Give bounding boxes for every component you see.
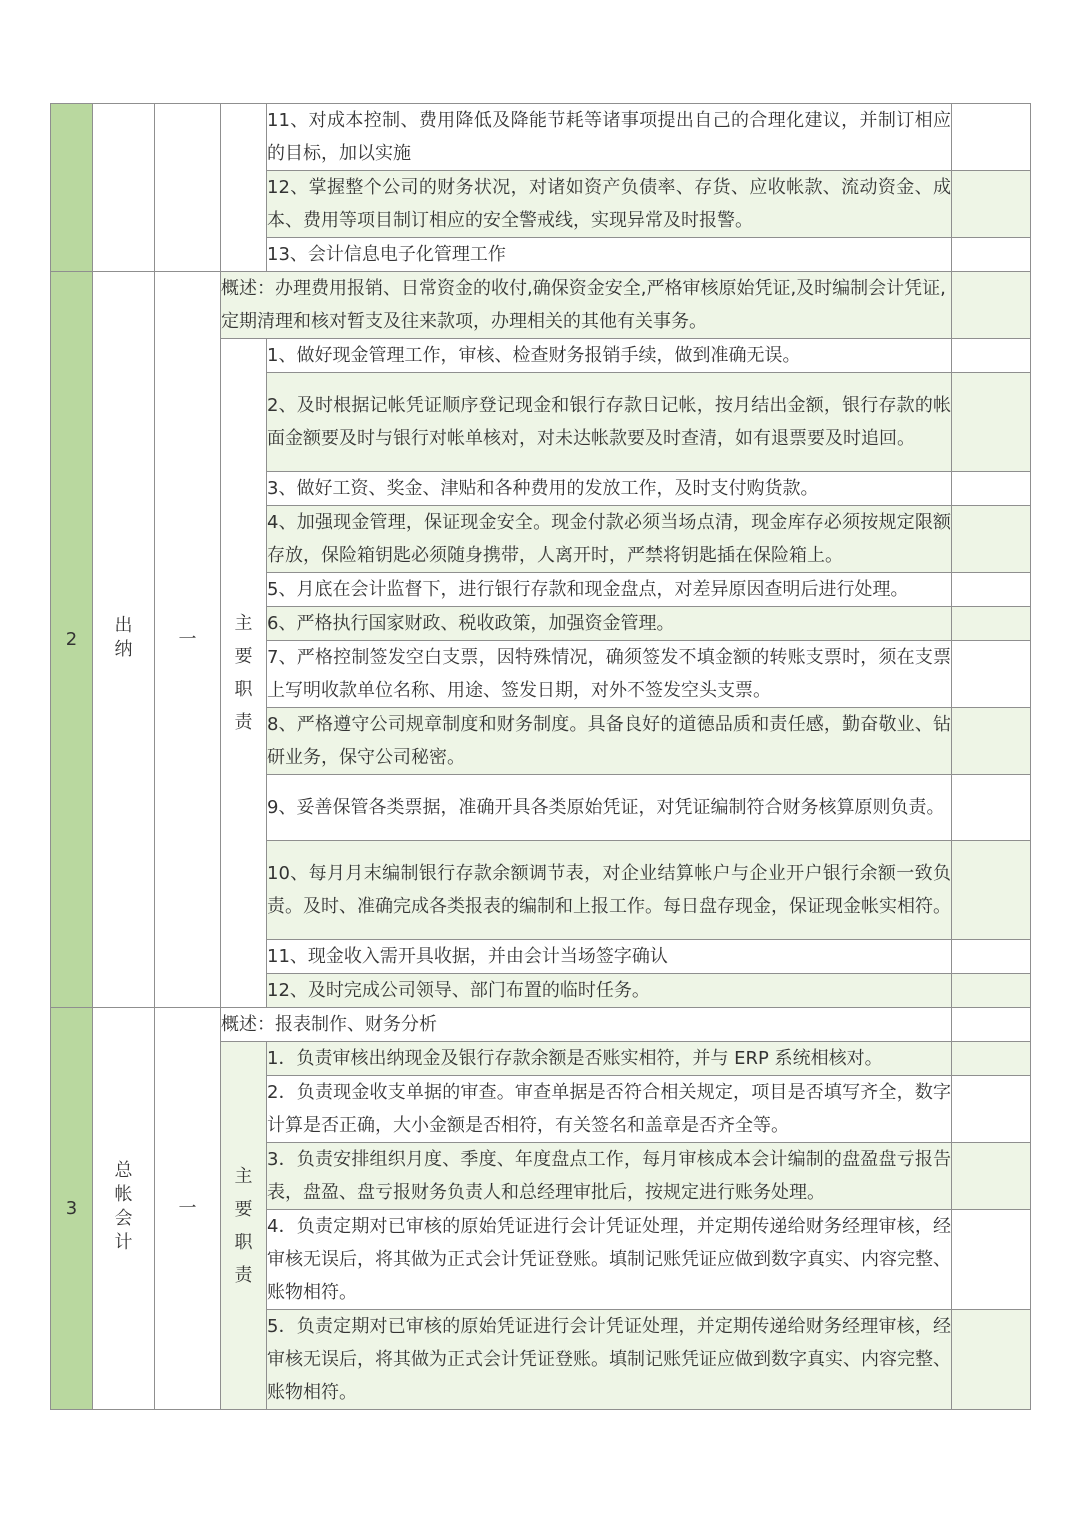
- duty-item: 11、现金收入需开具收据，并由会计当场签字确认: [267, 940, 952, 974]
- duty-label: 主要职责: [234, 1165, 253, 1286]
- section-number: 2: [51, 272, 93, 1008]
- duty-item: 7、严格控制签发空白支票，因特殊情况，确须签发不填金额的转账支票时，须在支票上写明收款单位名称、用途、签发日期，对外不签发空头支票。: [267, 641, 952, 708]
- role-cell: [93, 1008, 155, 1410]
- duty-item: 8、严格遵守公司规章制度和财务制度。具备良好的道德品质和责任感，勤奋敬业、钻研业务，保守公司秘密。: [267, 708, 952, 775]
- remark-cell: [952, 1310, 1031, 1410]
- duty-item: 13、会计信息电子化管理工作: [267, 238, 952, 272]
- remark-cell: [952, 1210, 1031, 1310]
- remark-cell: [952, 974, 1031, 1008]
- duty-label: 主要职责: [234, 613, 253, 733]
- headcount: 一: [178, 1198, 197, 1219]
- remark-cell: [952, 641, 1031, 708]
- remark-cell: [952, 339, 1031, 373]
- duty-item: 3．负责安排组织月度、季度、年度盘点工作，每月审核成本会计编制的盘盈盘亏报告表，盘盈、盘亏报财务负责人和总经理审批后，按规定进行账务处理。: [267, 1143, 952, 1210]
- duty-item: 12、及时完成公司领导、部门布置的临时任务。: [267, 974, 952, 1008]
- table-row: [51, 1008, 1031, 1042]
- duty-item: 9、妥善保管各类票据，准确开具各类原始凭证，对凭证编制符合财务核算原则负责。: [267, 775, 952, 841]
- remark-cell: [952, 1076, 1031, 1143]
- duty-item: 4．负责定期对已审核的原始凭证进行会计凭证处理，并定期传递给财务经理审核，经审核无误后，将其做为正式会计凭证登账。填制记账凭证应做到数字真实、内容完整、账物相符。: [267, 1210, 952, 1310]
- section-number: 3: [51, 1008, 93, 1410]
- remark-cell: [952, 1008, 1031, 1042]
- remark-cell: [952, 775, 1031, 841]
- remark-cell: [952, 506, 1031, 573]
- remark-cell: [952, 841, 1031, 940]
- role-name: 总帐会计: [114, 1159, 133, 1253]
- remark-cell: [952, 1143, 1031, 1210]
- remark-cell: [952, 607, 1031, 641]
- headcount: 一: [178, 629, 197, 650]
- duty-item: 11、对成本控制、费用降低及降能节耗等诸事项提出自己的合理化建议，并制订相应的目标，加以实施: [267, 104, 952, 171]
- remark-cell: [952, 272, 1031, 339]
- remark-cell: [952, 573, 1031, 607]
- role-cell: [93, 272, 155, 1008]
- duty-item: 5、月底在会计监督下，进行银行存款和现金盘点，对差异原因查明后进行处理。: [267, 573, 952, 607]
- duty-label-cell: [221, 104, 267, 272]
- role-cell: [93, 104, 155, 272]
- duty-item: 12、掌握整个公司的财务状况，对诸如资产负债率、存货、应收帐款、流动资金、成本、费用等项目制订相应的安全警戒线，实现异常及时报警。: [267, 171, 952, 238]
- count-cell: [155, 104, 221, 272]
- remark-cell: [952, 238, 1031, 272]
- duty-label-cell: [221, 339, 267, 1008]
- duty-item: 1、做好现金管理工作，审核、检查财务报销手续，做到准确无误。: [267, 339, 952, 373]
- remark-cell: [952, 708, 1031, 775]
- remark-cell: [952, 104, 1031, 171]
- overview: 概述：办理费用报销、日常资金的收付,确保资金安全,严格审核原始凭证,及时编制会计凭证,定期清理和核对暂支及往来款项，办理相关的其他有关事务。: [221, 272, 952, 339]
- remark-cell: [952, 1042, 1031, 1076]
- duty-item: 4、加强现金管理，保证现金安全。现金付款必须当场点清，现金库存必须按规定限额存放，保险箱钥匙必须随身携带，人离开时，严禁将钥匙插在保险箱上。: [267, 506, 952, 573]
- duty-item: 2、及时根据记帐凭证顺序登记现金和银行存款日记帐，按月结出金额，银行存款的帐面金额要及时与银行对帐单核对，对未达帐款要及时查清，如有退票要及时追回。: [267, 373, 952, 472]
- count-cell: [155, 1008, 221, 1410]
- overview: 概述：报表制作、财务分析: [221, 1008, 952, 1042]
- remark-cell: [952, 373, 1031, 472]
- role-name: 出纳: [114, 614, 133, 660]
- table-row: [51, 272, 1031, 339]
- duty-item: 1．负责审核出纳现金及银行存款余额是否账实相符，并与 ERP 系统相核对。: [267, 1042, 952, 1076]
- duty-item: 6、严格执行国家财政、税收政策，加强资金管理。: [267, 607, 952, 641]
- responsibility-table: [50, 103, 1031, 1410]
- remark-cell: [952, 940, 1031, 974]
- remark-cell: [952, 171, 1031, 238]
- section-number: [51, 104, 93, 272]
- count-cell: [155, 272, 221, 1008]
- duty-item: 3、做好工资、奖金、津贴和各种费用的发放工作，及时支付购货款。: [267, 472, 952, 506]
- duty-item: 10、每月月末编制银行存款余额调节表，对企业结算帐户与企业开户银行余额一致负责。及时、准确完成各类报表的编制和上报工作。每日盘存现金，保证现金帐实相符。: [267, 841, 952, 940]
- duty-item: 5．负责定期对已审核的原始凭证进行会计凭证处理，并定期传递给财务经理审核，经审核无误后，将其做为正式会计凭证登账。填制记账凭证应做到数字真实、内容完整、账物相符。: [267, 1310, 952, 1410]
- remark-cell: [952, 472, 1031, 506]
- duty-label-cell: [221, 1042, 267, 1410]
- table-row: [51, 104, 1031, 171]
- duty-item: 2．负责现金收支单据的审查。审查单据是否符合相关规定，项目是否填写齐全，数字计算是否正确，大小金额是否相符，有关签名和盖章是否齐全等。: [267, 1076, 952, 1143]
